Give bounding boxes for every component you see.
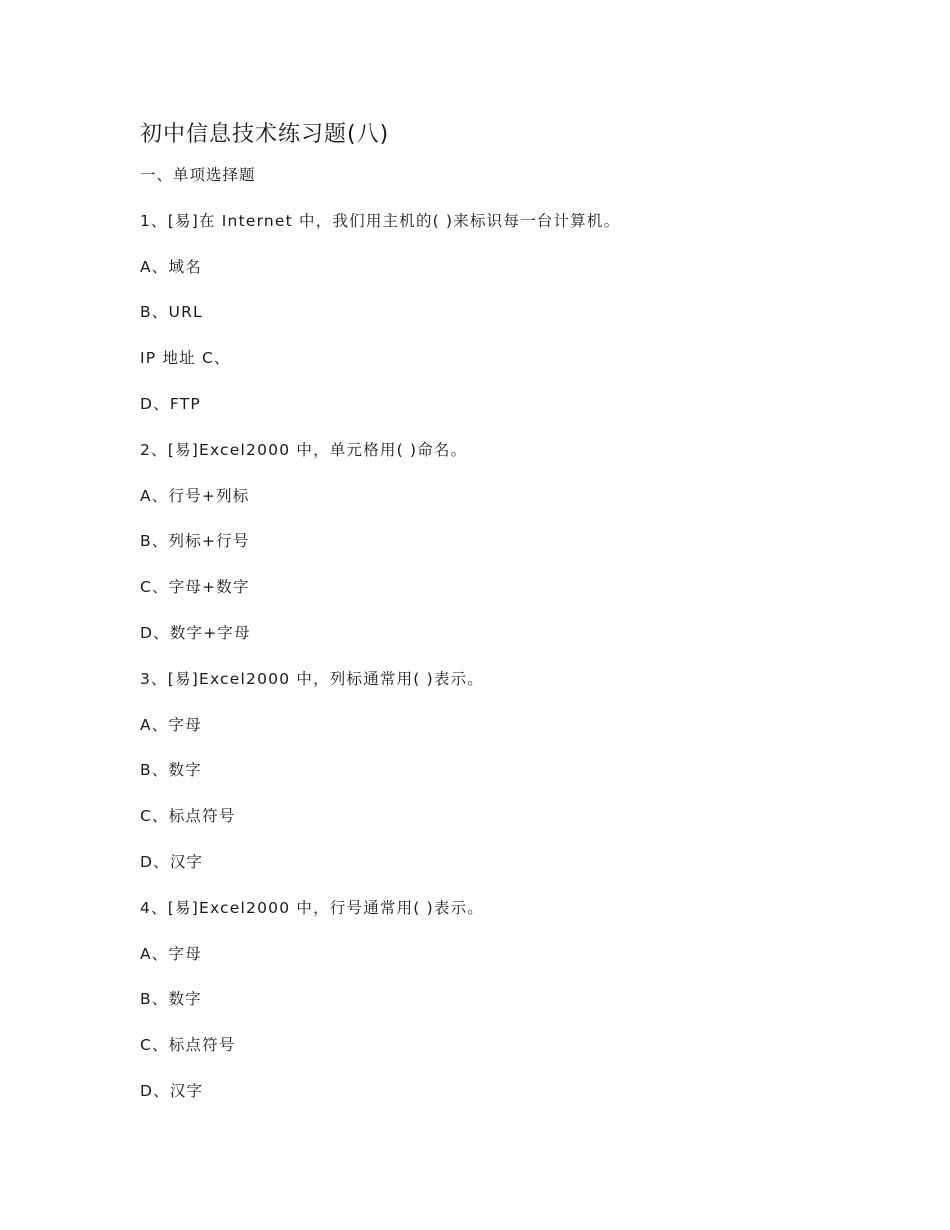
question-1-option-b: B、URL	[140, 303, 203, 322]
question-1	[140, 210, 860, 415]
document-body	[140, 118, 860, 1126]
question-3-stem: 3、[易]Excel2000 中，列标通常用( )表示。	[140, 669, 485, 688]
question-3-option-c: C、标点符号	[140, 807, 236, 826]
question-1-option-a: A、域名	[140, 257, 202, 276]
question-4-stem: 4、[易]Excel2000 中，行号通常用( )表示。	[140, 898, 485, 917]
question-4-option-d: D、汉字	[140, 1081, 204, 1100]
question-3-option-b: B、数字	[140, 761, 202, 780]
question-4-option-c: C、标点符号	[140, 1036, 236, 1055]
question-2-stem: 2、[易]Excel2000 中，单元格用( )命名。	[140, 440, 468, 459]
question-1-stem: 1、[易]在 Internet 中，我们用主机的( )来标识每一台计算机。	[140, 211, 621, 230]
question-3-option-a: A、字母	[140, 715, 202, 734]
question-2	[140, 439, 860, 644]
question-3-option-d: D、汉字	[140, 852, 204, 871]
question-2-option-c: C、字母+数字	[140, 578, 250, 597]
question-2-option-a: A、行号+列标	[140, 486, 250, 505]
page-title: 初中信息技术练习题(八)	[140, 122, 390, 147]
question-1-option-c: IP 地址 C、	[140, 349, 231, 368]
question-2-option-d: D、数字+字母	[140, 623, 251, 642]
question-4	[140, 897, 860, 1102]
question-3	[140, 668, 860, 873]
question-4-option-a: A、字母	[140, 944, 202, 963]
question-1-option-d: D、FTP	[140, 394, 201, 413]
section-heading: 一、单项选择题	[140, 166, 256, 184]
question-4-option-b: B、数字	[140, 990, 202, 1009]
question-2-option-b: B、列标+行号	[140, 532, 250, 551]
